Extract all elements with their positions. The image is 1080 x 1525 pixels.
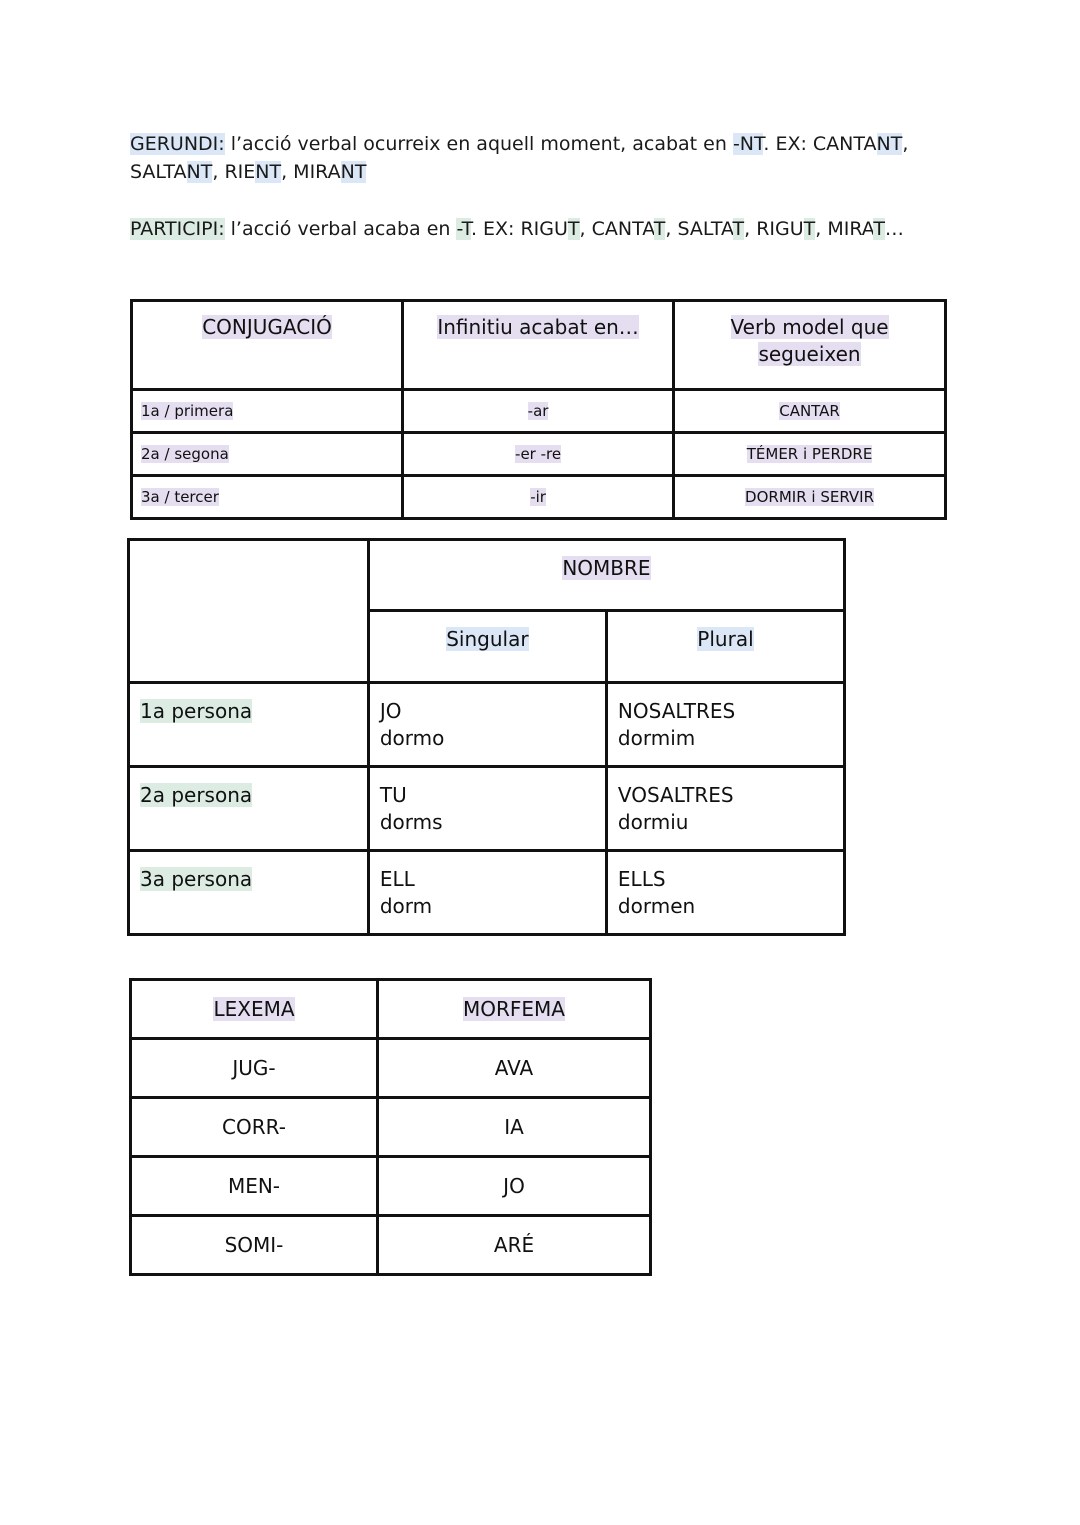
singular-cell: JO dormo [368,683,606,767]
table-row [131,1039,651,1098]
person-cell: 3a persona [129,851,369,935]
participi-example: RIGUT, [520,218,586,240]
table-cell: 3a / tercer [132,476,403,519]
table-row [132,390,946,433]
participi-example: CANTAT, [591,218,672,240]
table-cell: IA [378,1098,651,1157]
table-row [129,767,845,851]
table-row [129,683,845,767]
table-cell: CANTAR [674,390,946,433]
table-cell: CORR- [131,1098,378,1157]
plural-cell: NOSALTRES dormim [606,683,844,767]
table-cell: -ir [403,476,674,519]
person-number-table [127,538,846,936]
participi-example: MIRAT… [827,218,904,240]
header-cell: Verb model que segueixen [674,301,946,390]
table-cell: 2a / segona [132,433,403,476]
gerundi-text: l’acció verbal ocurreix en aquell moment, acabat en [224,133,733,155]
table-row [132,433,946,476]
table-cell: -er -re [403,433,674,476]
person-cell: 2a persona [129,767,369,851]
participi-ex-label: . EX: [470,218,521,240]
table-header-row [132,301,946,390]
participi-text: l’acció verbal acaba en [224,218,457,240]
participi-example: RIGUT, [756,218,822,240]
table-row [131,1157,651,1216]
table-header-row [129,540,845,611]
participi-label: PARTICIPI: [130,218,225,240]
empty-corner-cell [129,540,369,683]
gerundi-example: SALTANT, [130,161,219,183]
header-cell-plural: Plural [606,611,844,683]
header-cell: LEXEMA [131,980,378,1039]
table-row [132,476,946,519]
gerundi-ex-label: . EX: [763,133,813,155]
plural-cell: ELLS dormen [606,851,844,935]
lexeme-morpheme-table [129,978,652,1276]
conjugation-table [130,299,947,520]
gerundi-label: GERUNDI: [130,133,225,155]
table-cell: TÉMER i PERDRE [674,433,946,476]
participi-paragraph [130,215,950,243]
gerundi-example: CANTANT, [812,133,909,155]
plural-cell: VOSALTRES dormiu [606,767,844,851]
table-cell: ARÉ [378,1216,651,1275]
table-row [129,851,845,935]
table-row [131,1098,651,1157]
gerundi-example: MIRANT [293,161,367,183]
gerundi-example: RIENT, [224,161,288,183]
singular-cell: TU dorms [368,767,606,851]
gerundi-paragraph [130,130,950,186]
header-cell: Infinitiu acabat en… [403,301,674,390]
participi-example: SALTAT, [677,218,751,240]
singular-cell: ELL dorm [368,851,606,935]
header-cell-nombre: NOMBRE [368,540,844,611]
table-header-row [131,980,651,1039]
header-cell: CONJUGACIÓ [132,301,403,390]
table-cell: DORMIR i SERVIR [674,476,946,519]
table-cell: JO [378,1157,651,1216]
person-cell: 1a persona [129,683,369,767]
table-cell: JUG- [131,1039,378,1098]
table-row [131,1216,651,1275]
table-cell: MEN- [131,1157,378,1216]
table-cell: 1a / primera [132,390,403,433]
header-cell: MORFEMA [378,980,651,1039]
table-cell: -ar [403,390,674,433]
table-cell: AVA [378,1039,651,1098]
participi-ending: -T [456,218,471,240]
table-cell: SOMI- [131,1216,378,1275]
gerundi-ending: -NT [732,133,764,155]
header-cell-singular: Singular [368,611,606,683]
